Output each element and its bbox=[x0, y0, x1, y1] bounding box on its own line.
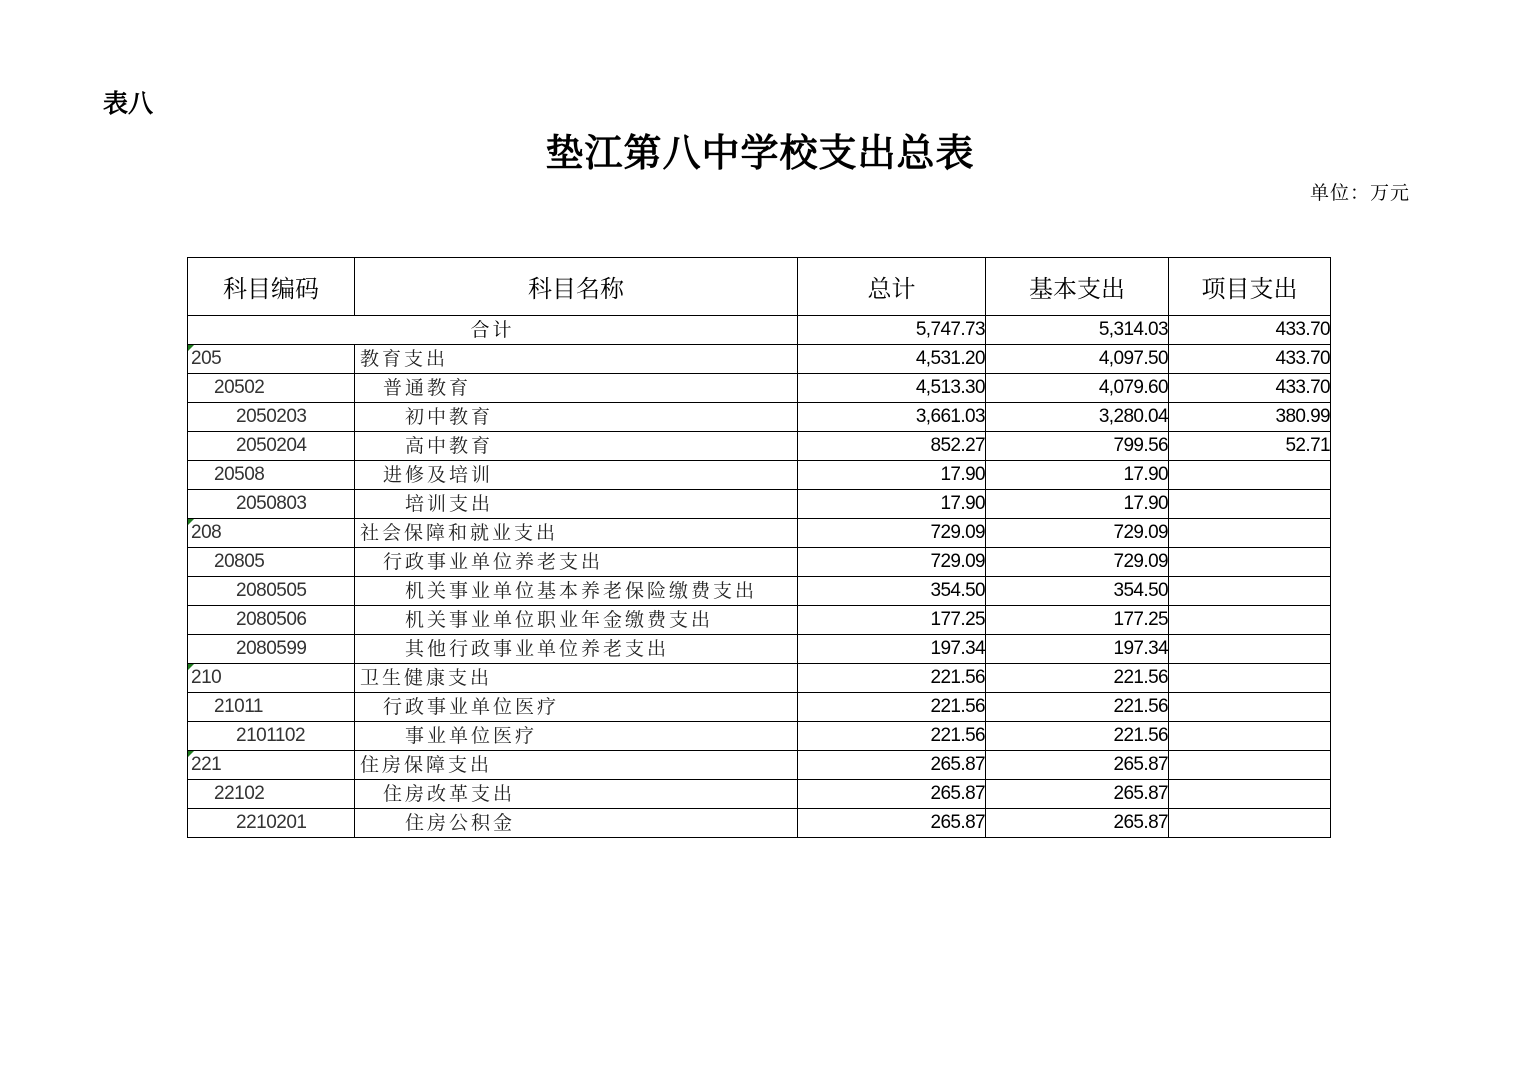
table-row bbox=[188, 809, 1331, 838]
table-body bbox=[188, 316, 1331, 838]
subject-code-cell: 22102 bbox=[188, 780, 355, 809]
total-cell: 4,513.30 bbox=[798, 374, 986, 403]
basic-expenditure-cell: 3,280.04 bbox=[986, 403, 1169, 432]
project-expenditure-cell: 433.70 bbox=[1169, 345, 1331, 374]
subject-name-cell: 住房公积金 bbox=[355, 809, 798, 838]
basic-expenditure-cell: 221.56 bbox=[986, 664, 1169, 693]
total-cell: 3,661.03 bbox=[798, 403, 986, 432]
table-row bbox=[188, 548, 1331, 577]
total-row-basic: 5,314.03 bbox=[986, 316, 1169, 345]
basic-expenditure-cell: 729.09 bbox=[986, 548, 1169, 577]
sheet-label: 表八 bbox=[103, 89, 154, 118]
total-cell: 221.56 bbox=[798, 722, 986, 751]
table-header-row bbox=[188, 258, 1331, 316]
basic-expenditure-cell: 799.56 bbox=[986, 432, 1169, 461]
basic-expenditure-cell: 221.56 bbox=[986, 693, 1169, 722]
subject-name-cell: 住房保障支出 bbox=[355, 751, 798, 780]
subject-code-cell: 2080505 bbox=[188, 577, 355, 606]
total-cell: 17.90 bbox=[798, 461, 986, 490]
header-total: 总计 bbox=[798, 258, 986, 316]
project-expenditure-cell bbox=[1169, 577, 1331, 606]
total-cell: 354.50 bbox=[798, 577, 986, 606]
table-row bbox=[188, 374, 1331, 403]
total-cell: 265.87 bbox=[798, 780, 986, 809]
table-row bbox=[188, 577, 1331, 606]
expenditure-table bbox=[187, 257, 1331, 838]
project-expenditure-cell bbox=[1169, 780, 1331, 809]
total-cell: 729.09 bbox=[798, 548, 986, 577]
subject-code-cell: 210 bbox=[188, 664, 355, 693]
table-row bbox=[188, 635, 1331, 664]
total-row-project: 433.70 bbox=[1169, 316, 1331, 345]
subject-name-cell: 教育支出 bbox=[355, 345, 798, 374]
table-row bbox=[188, 664, 1331, 693]
total-cell: 221.56 bbox=[798, 693, 986, 722]
table-row bbox=[188, 519, 1331, 548]
subject-name-cell: 进修及培训 bbox=[355, 461, 798, 490]
basic-expenditure-cell: 17.90 bbox=[986, 461, 1169, 490]
subject-code-cell: 21011 bbox=[188, 693, 355, 722]
project-expenditure-cell bbox=[1169, 548, 1331, 577]
subject-code-cell: 2080506 bbox=[188, 606, 355, 635]
project-expenditure-cell bbox=[1169, 664, 1331, 693]
subject-name-cell: 初中教育 bbox=[355, 403, 798, 432]
project-expenditure-cell: 433.70 bbox=[1169, 374, 1331, 403]
subject-code-cell: 205 bbox=[188, 345, 355, 374]
table-row bbox=[188, 403, 1331, 432]
total-cell: 265.87 bbox=[798, 809, 986, 838]
total-cell: 852.27 bbox=[798, 432, 986, 461]
page-title: 垫江第八中学校支出总表 bbox=[545, 130, 975, 175]
table-row bbox=[188, 606, 1331, 635]
project-expenditure-cell: 380.99 bbox=[1169, 403, 1331, 432]
basic-expenditure-cell: 265.87 bbox=[986, 780, 1169, 809]
total-row-total: 5,747.73 bbox=[798, 316, 986, 345]
project-expenditure-cell bbox=[1169, 722, 1331, 751]
subject-name-cell: 其他行政事业单位养老支出 bbox=[355, 635, 798, 664]
subject-name-cell: 机关事业单位基本养老保险缴费支出 bbox=[355, 577, 798, 606]
subject-name-cell: 社会保障和就业支出 bbox=[355, 519, 798, 548]
subject-code-cell: 2050204 bbox=[188, 432, 355, 461]
subject-code-cell: 20508 bbox=[188, 461, 355, 490]
subject-code-cell: 20502 bbox=[188, 374, 355, 403]
subject-code-cell: 2050803 bbox=[188, 490, 355, 519]
subject-name-cell: 行政事业单位养老支出 bbox=[355, 548, 798, 577]
subject-name-cell: 普通教育 bbox=[355, 374, 798, 403]
project-expenditure-cell bbox=[1169, 606, 1331, 635]
basic-expenditure-cell: 265.87 bbox=[986, 809, 1169, 838]
subject-name-cell: 培训支出 bbox=[355, 490, 798, 519]
total-cell: 265.87 bbox=[798, 751, 986, 780]
project-expenditure-cell: 52.71 bbox=[1169, 432, 1331, 461]
basic-expenditure-cell: 4,079.60 bbox=[986, 374, 1169, 403]
basic-expenditure-cell: 221.56 bbox=[986, 722, 1169, 751]
expenditure-table-container bbox=[187, 257, 1331, 838]
table-row bbox=[188, 722, 1331, 751]
table-row bbox=[188, 751, 1331, 780]
subject-name-cell: 行政事业单位医疗 bbox=[355, 693, 798, 722]
table-row bbox=[188, 345, 1331, 374]
subject-name-cell: 卫生健康支出 bbox=[355, 664, 798, 693]
project-expenditure-cell bbox=[1169, 490, 1331, 519]
subject-name-cell: 机关事业单位职业年金缴费支出 bbox=[355, 606, 798, 635]
table-row bbox=[188, 693, 1331, 722]
project-expenditure-cell bbox=[1169, 751, 1331, 780]
total-cell: 17.90 bbox=[798, 490, 986, 519]
header-subject-code: 科目编码 bbox=[188, 258, 355, 316]
basic-expenditure-cell: 197.34 bbox=[986, 635, 1169, 664]
subject-code-cell: 20805 bbox=[188, 548, 355, 577]
basic-expenditure-cell: 265.87 bbox=[986, 751, 1169, 780]
subject-name-cell: 住房改革支出 bbox=[355, 780, 798, 809]
basic-expenditure-cell: 729.09 bbox=[986, 519, 1169, 548]
subject-name-cell: 高中教育 bbox=[355, 432, 798, 461]
table-row bbox=[188, 432, 1331, 461]
subject-code-cell: 2050203 bbox=[188, 403, 355, 432]
total-row bbox=[188, 316, 1331, 345]
subject-name-cell: 事业单位医疗 bbox=[355, 722, 798, 751]
subject-code-cell: 2080599 bbox=[188, 635, 355, 664]
total-cell: 177.25 bbox=[798, 606, 986, 635]
project-expenditure-cell bbox=[1169, 693, 1331, 722]
project-expenditure-cell bbox=[1169, 461, 1331, 490]
table-row bbox=[188, 780, 1331, 809]
subject-code-cell: 2101102 bbox=[188, 722, 355, 751]
project-expenditure-cell bbox=[1169, 635, 1331, 664]
project-expenditure-cell bbox=[1169, 519, 1331, 548]
total-cell: 221.56 bbox=[798, 664, 986, 693]
basic-expenditure-cell: 354.50 bbox=[986, 577, 1169, 606]
basic-expenditure-cell: 177.25 bbox=[986, 606, 1169, 635]
total-cell: 197.34 bbox=[798, 635, 986, 664]
total-cell: 729.09 bbox=[798, 519, 986, 548]
basic-expenditure-cell: 17.90 bbox=[986, 490, 1169, 519]
project-expenditure-cell bbox=[1169, 809, 1331, 838]
header-project-expenditure: 项目支出 bbox=[1169, 258, 1331, 316]
unit-note: 单位：万元 bbox=[1309, 182, 1410, 204]
table-row bbox=[188, 490, 1331, 519]
header-subject-name: 科目名称 bbox=[355, 258, 798, 316]
table-row bbox=[188, 461, 1331, 490]
subject-code-cell: 2210201 bbox=[188, 809, 355, 838]
subject-code-cell: 208 bbox=[188, 519, 355, 548]
subject-code-cell: 221 bbox=[188, 751, 355, 780]
total-cell: 4,531.20 bbox=[798, 345, 986, 374]
basic-expenditure-cell: 4,097.50 bbox=[986, 345, 1169, 374]
header-basic-expenditure: 基本支出 bbox=[986, 258, 1169, 316]
total-row-label: 合计 bbox=[188, 316, 798, 345]
